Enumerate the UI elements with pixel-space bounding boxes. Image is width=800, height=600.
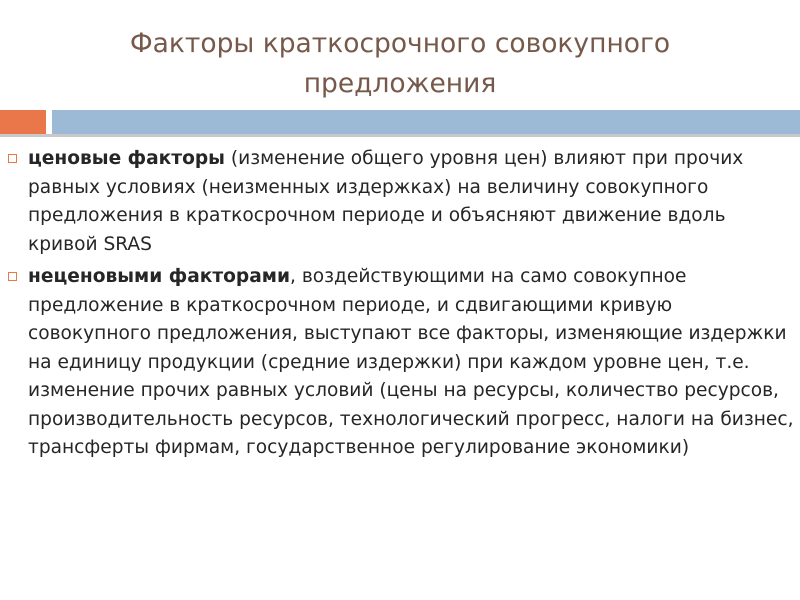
slide-title <box>0 24 800 104</box>
slide-title-line-2: предложения <box>303 68 497 99</box>
hollow-square-bullet-icon <box>8 154 17 163</box>
bullet-text: , воздействующими на само совокупное предложение в краткосрочном периоде, и сдвигающими кривую совокупного предложения, выступают все факторы, изменяющие издержки на единицу продукции (средние издержки) при каждом уровне цен, т.е. изменение прочих равных условий (цены на ресурсы, количество ресурсов, производительность ресурсов, технологический прогресс, налоги на бизнес, трансферты фирмам, государственное регулирование экономики) <box>28 266 794 458</box>
bullet-text: (изменение общего уровня цен) влияют при прочих равных условиях (неизменных издержках) на величину совокупного предложения в краткосрочном периоде и объясняют движение вдоль кривой SRAS <box>28 148 744 255</box>
accent-bar-orange <box>0 110 46 134</box>
bullet-term: неценовыми факторами <box>28 266 291 287</box>
bullet-list <box>8 145 798 467</box>
bullet-price-factors <box>8 145 798 259</box>
bullet-nonprice-factors <box>8 263 798 463</box>
slide-title-line-1: Факторы краткосрочного совокупного <box>129 28 671 59</box>
hollow-square-bullet-icon <box>8 272 17 281</box>
bullet-term: ценовые факторы <box>28 148 225 169</box>
accent-bar-blue <box>52 110 800 134</box>
divider-line <box>0 134 800 137</box>
